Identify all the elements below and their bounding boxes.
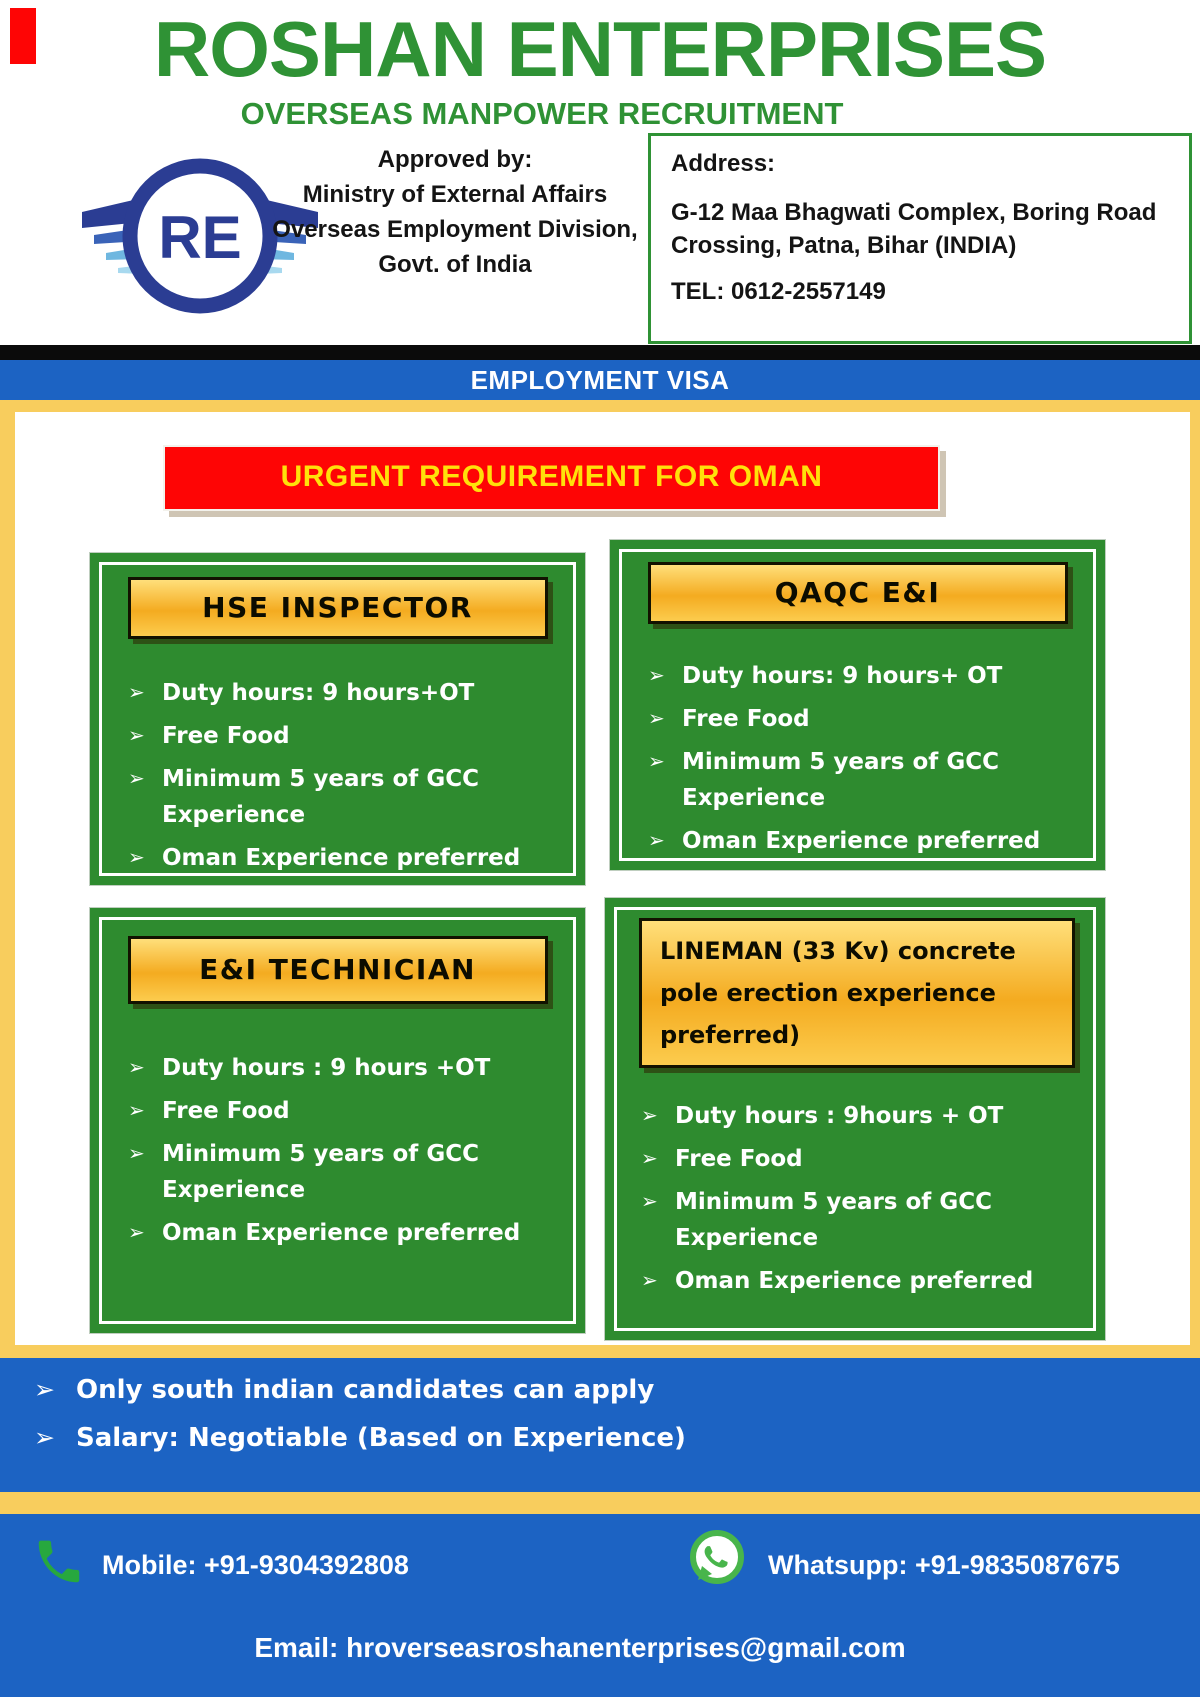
arrow-bullet-icon: ➢ — [641, 1105, 658, 1127]
list-item: ➢ Free Food — [648, 701, 1099, 737]
note-text: Salary: Negotiable (Based on Experience) — [76, 1423, 686, 1453]
arrow-bullet-icon: ➢ — [128, 1222, 145, 1244]
company-name: ROSHAN ENTERPRISES — [153, 5, 1047, 93]
approved-by-line: Approved by: — [377, 146, 533, 173]
arrow-bullet-icon: ➢ — [128, 682, 145, 704]
card-inner-frame — [99, 562, 576, 876]
address-label: Address: — [671, 150, 776, 177]
card-inner-frame — [99, 917, 576, 1324]
arrow-bullet-icon: ➢ — [34, 1424, 55, 1452]
approved-by-line: Govt. of India — [378, 251, 532, 278]
list-item: ➢ Free Food — [128, 1093, 579, 1129]
address-box — [648, 133, 1192, 344]
phone-icon — [32, 1532, 86, 1592]
approved-by-block — [252, 142, 658, 282]
logo-monogram: RE — [158, 204, 242, 271]
list-item: ➢ Oman Experience preferred — [648, 823, 1099, 859]
note-text: Only south indian candidates can apply — [76, 1375, 655, 1405]
employment-visa-banner: EMPLOYMENT VISA — [0, 360, 1200, 400]
arrow-bullet-icon: ➢ — [128, 725, 145, 747]
whatsapp-icon — [688, 1528, 746, 1586]
job-card-qaqc-ei — [610, 540, 1105, 870]
job-card-ei-technician — [90, 908, 585, 1333]
card-inner-frame — [619, 549, 1096, 861]
arrow-bullet-icon: ➢ — [128, 1143, 145, 1165]
job-title-plate: HSE INSPECTOR — [128, 577, 548, 639]
list-item: ➢ Oman Experience preferred — [128, 1215, 579, 1251]
arrow-bullet-icon: ➢ — [34, 1376, 55, 1404]
arrow-bullet-icon: ➢ — [128, 1057, 145, 1079]
arrow-bullet-icon: ➢ — [648, 751, 665, 773]
list-item: ➢ Duty hours : 9hours + OT — [641, 1098, 1099, 1134]
urgent-requirement-banner: URGENT REQUIREMENT FOR OMAN — [163, 445, 940, 511]
arrow-bullet-icon: ➢ — [128, 1100, 145, 1122]
telephone-number: TEL: 0612-2557149 — [671, 278, 886, 305]
arrow-bullet-icon: ➢ — [128, 847, 145, 869]
approved-by-line: Overseas Employment Division, — [272, 216, 638, 243]
card-inner-frame — [614, 907, 1096, 1331]
arrow-bullet-icon: ➢ — [641, 1148, 658, 1170]
email-address: Email: hroverseasroshanenterprises@gmail.com — [254, 1632, 906, 1663]
arrow-bullet-icon: ➢ — [641, 1270, 658, 1292]
arrow-bullet-icon: ➢ — [648, 830, 665, 852]
company-tagline: OVERSEAS MANPOWER RECRUITMENT — [240, 96, 844, 131]
list-item: ➢ Minimum 5 years of GCC Experience — [128, 761, 579, 833]
list-item: ➢ Minimum 5 years of GCC Experience — [641, 1184, 1099, 1256]
list-item: ➢ Free Food — [128, 718, 579, 754]
job-title-plate: QAQC E&I — [648, 562, 1068, 624]
approved-by-line: Ministry of External Affairs — [302, 181, 608, 208]
job-title-plate: E&I TECHNICIAN — [128, 936, 548, 1004]
job-title-plate: LINEMAN (33 Kv) concrete pole erection experience preferred) — [639, 918, 1075, 1068]
list-item: ➢ Duty hours: 9 hours+ OT — [648, 658, 1099, 694]
whatsapp-number: Whatsupp: +91-9835087675 — [768, 1550, 1120, 1580]
arrow-bullet-icon: ➢ — [128, 768, 145, 790]
list-item: ➢ Minimum 5 years of GCC Experience — [648, 744, 1099, 816]
yellow-divider — [0, 1492, 1200, 1514]
candidate-notes-bar — [0, 1358, 1200, 1492]
arrow-bullet-icon: ➢ — [641, 1191, 658, 1213]
list-item: ➢ Oman Experience preferred — [128, 840, 579, 876]
address-text: G-12 Maa Bhagwati Complex, Boring Road Crossing, Patna, Bihar (INDIA) — [671, 199, 1157, 259]
contact-footer — [0, 1514, 1200, 1697]
job-card-hse-inspector — [90, 553, 585, 885]
arrow-bullet-icon: ➢ — [648, 665, 665, 687]
list-item: ➢ Oman Experience preferred — [641, 1263, 1099, 1299]
mobile-number: Mobile: +91-9304392808 — [102, 1550, 409, 1580]
list-item: ➢ Duty hours: 9 hours+OT — [128, 675, 579, 711]
note-item — [34, 1370, 1200, 1410]
note-item — [34, 1418, 1200, 1458]
arrow-bullet-icon: ➢ — [648, 708, 665, 730]
list-item: ➢ Free Food — [641, 1141, 1099, 1177]
list-item: ➢ Duty hours : 9 hours +OT — [128, 1050, 579, 1086]
list-item: ➢ Minimum 5 years of GCC Experience — [128, 1136, 579, 1208]
job-card-lineman — [605, 898, 1105, 1340]
black-divider-bar — [0, 345, 1200, 360]
